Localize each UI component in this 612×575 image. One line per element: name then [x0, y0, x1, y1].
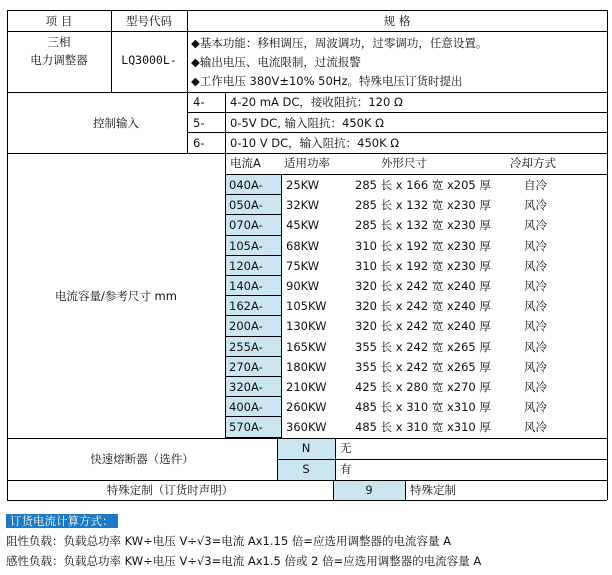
capacity-code: 400A- [225, 397, 281, 417]
capacity-power: 45KW [286, 218, 320, 233]
grid-line [277, 459, 607, 460]
capacity-code: 200A- [225, 316, 281, 336]
grid-line [7, 31, 607, 32]
capacity-size: 485 长 x 310 宽 x310 厚 [355, 400, 491, 415]
capacity-size: 320 长 x 242 宽 x240 厚 [355, 299, 491, 314]
header-spec: 规 格 [383, 14, 411, 28]
special-desc: 特殊定制 [410, 483, 456, 497]
spec-line: ◆基本功能：移相调压，周波调功，过零调功，任意设置。 [191, 36, 488, 50]
capacity-cooling: 风冷 [524, 218, 547, 233]
header-item: 项 目 [45, 14, 73, 28]
capacity-header-size: 外形尺寸 [381, 156, 427, 170]
capacity-code: 255A- [225, 337, 281, 357]
model-label-line2: 电力调整器 [30, 53, 88, 67]
capacity-size: 320 长 x 242 宽 x240 厚 [355, 319, 491, 334]
capacity-cooling: 风冷 [524, 279, 547, 293]
capacity-cooling: 风冷 [524, 319, 547, 334]
spec-line: ◆工作电压 380V±10% 50Hz。特殊电压订货时提出 [191, 74, 463, 88]
capacity-power: 180KW [286, 359, 327, 374]
capacity-power: 165KW [286, 339, 327, 354]
control-desc: 0-10 V DC，输入阻抗：450K Ω [230, 136, 400, 150]
grid-line [225, 174, 607, 175]
capacity-cooling: 风冷 [524, 238, 547, 253]
grid-line [111, 10, 112, 92]
capacity-size: 310 长 x 192 宽 x230 厚 [355, 258, 491, 273]
capacity-cooling: 风冷 [524, 339, 547, 354]
capacity-power: 68KW [286, 238, 320, 253]
grid-line [225, 356, 281, 357]
capacity-size: 485 长 x 310 宽 x310 厚 [355, 420, 491, 435]
fuse-desc: 无 [340, 441, 352, 455]
grid-line [225, 255, 281, 256]
capacity-header-power: 适用功率 [284, 156, 330, 170]
grid-line [187, 92, 188, 153]
grid-line [7, 438, 607, 439]
capacity-size: 425 长 x 280 宽 x270 厚 [355, 380, 491, 394]
grid-line [225, 396, 281, 397]
header-model-code: 型号代码 [126, 14, 172, 28]
capacity-cooling: 风冷 [524, 400, 547, 415]
capacity-cooling: 风冷 [524, 198, 547, 213]
note-line: 阻性负载：负载总功率 KW÷电压 V÷√3=电流 Ax1.15 倍=应选用调整器的电流容量 A [6, 534, 451, 548]
grid-line [187, 132, 607, 133]
grid-line [7, 92, 607, 93]
control-input-label: 控制输入 [93, 116, 139, 130]
capacity-power: 360KW [286, 420, 327, 435]
grid-line [225, 315, 281, 316]
grid-line [7, 10, 607, 11]
fuse-code: N [277, 438, 335, 459]
capacity-code: 120A- [225, 256, 281, 276]
capacity-cooling: 风冷 [524, 359, 547, 374]
grid-line [405, 480, 406, 500]
capacity-cooling: 风冷 [524, 258, 547, 273]
capacity-power: 90KW [286, 279, 320, 293]
capacity-size: 285 长 x 132 宽 x230 厚 [355, 198, 491, 213]
special-label: 特殊定制（订货时声明） [106, 483, 234, 497]
control-desc: 4-20 mA DC，接收阻抗：120 Ω [230, 95, 403, 109]
capacity-code: 162A- [225, 296, 281, 316]
spec-line: ◆输出电压、电流限制，过流报警 [191, 55, 361, 69]
grid-line [225, 416, 281, 417]
grid-line [225, 235, 281, 236]
capacity-size: 285 长 x 166 宽 x205 厚 [355, 178, 491, 192]
capacity-size: 355 长 x 242 宽 x265 厚 [355, 339, 491, 354]
capacity-code: 570A- [225, 417, 281, 437]
control-code: 5- [193, 116, 205, 130]
grid-line [7, 480, 607, 481]
capacity-header-cooling: 冷却方式 [510, 156, 556, 170]
capacity-code: 320A- [225, 377, 281, 397]
capacity-cooling: 风冷 [524, 380, 547, 394]
grid-line [225, 336, 281, 337]
grid-line [333, 480, 334, 500]
control-desc: 0-5V DC, 输入阻抗：450K Ω [230, 116, 384, 130]
grid-line [225, 376, 281, 377]
special-code: 9 [333, 480, 405, 500]
capacity-code: 105A- [225, 236, 281, 256]
capacity-code: 270A- [225, 357, 281, 377]
capacity-cooling: 风冷 [524, 299, 547, 314]
fuse-label: 快速熔断器（选件） [90, 452, 194, 466]
capacity-size: 355 长 x 242 宽 x265 厚 [355, 359, 491, 374]
capacity-header-current: 电流A [230, 156, 261, 170]
capacity-power: 75KW [286, 258, 320, 273]
model-code: LQ3000L- [121, 53, 177, 67]
capacity-power: 25KW [286, 178, 320, 192]
grid-line [225, 194, 281, 195]
capacity-power: 210KW [286, 380, 327, 394]
capacity-cooling: 风冷 [524, 420, 547, 435]
capacity-code: 070A- [225, 215, 281, 235]
grid-line [7, 153, 607, 154]
grid-line [225, 214, 281, 215]
grid-line [187, 10, 188, 92]
control-code: 6- [193, 136, 205, 150]
notes-title: 订货电流计算方式： [6, 514, 118, 528]
capacity-size: 310 长 x 192 宽 x230 厚 [355, 238, 491, 253]
capacity-code: 050A- [225, 195, 281, 215]
capacity-cooling: 自冷 [524, 178, 547, 192]
capacity-power: 130KW [286, 319, 327, 334]
fuse-code: S [277, 459, 335, 480]
grid-line [607, 10, 608, 500]
grid-line [7, 500, 607, 501]
grid-line [7, 10, 8, 500]
grid-line [187, 112, 607, 113]
capacity-code: 140A- [225, 276, 281, 296]
capacity-power: 260KW [286, 400, 327, 415]
model-label-line1: 三相 [47, 35, 71, 49]
fuse-desc: 有 [340, 462, 352, 476]
grid-line [225, 275, 281, 276]
capacity-power: 32KW [286, 198, 320, 213]
capacity-size: 285 长 x 132 宽 x230 厚 [355, 218, 491, 233]
capacity-label: 电流容量/参考尺寸 mm [55, 289, 177, 303]
note-line: 感性负载：负载总功率 KW÷电压 V÷√3=电流 Ax1.5 倍或 2 倍=应选用调整器的电流容量 A [6, 554, 482, 568]
capacity-code: 040A- [225, 175, 281, 195]
notes-block [6, 512, 118, 530]
capacity-size: 320 长 x 242 宽 x240 厚 [355, 279, 491, 293]
capacity-power: 105KW [286, 299, 327, 314]
grid-line [281, 174, 282, 438]
control-code: 4- [193, 95, 205, 109]
grid-line [225, 295, 281, 296]
grid-line [225, 92, 226, 153]
